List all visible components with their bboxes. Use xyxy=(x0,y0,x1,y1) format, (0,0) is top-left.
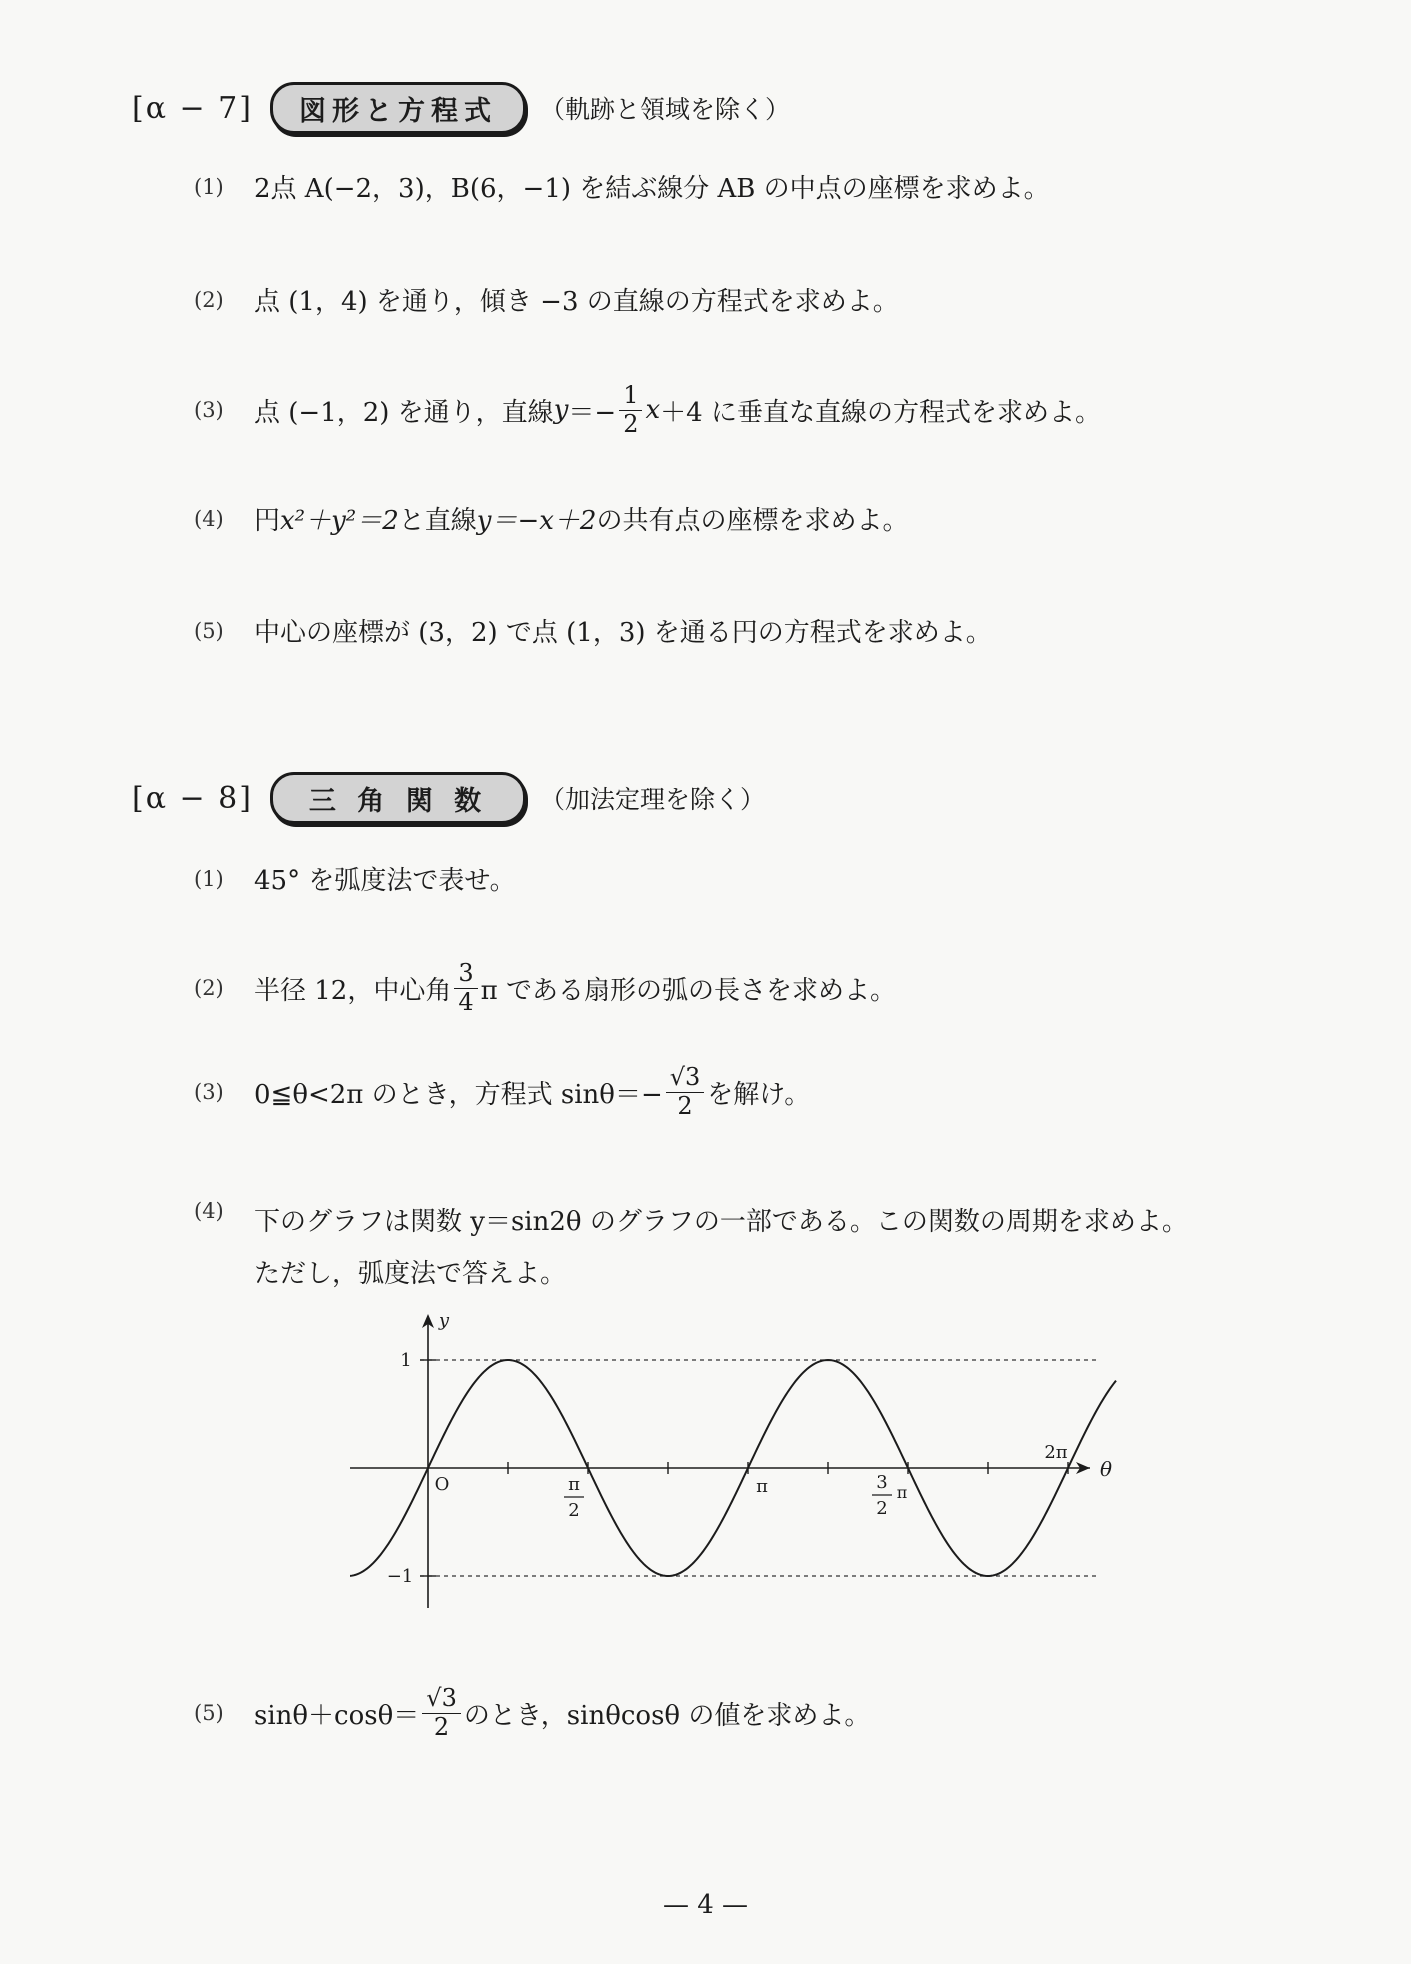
page-number: — 4 — xyxy=(662,1890,749,1920)
question-7-3 xyxy=(194,382,1101,438)
question-text xyxy=(254,1685,870,1741)
question-8-1 xyxy=(194,860,516,897)
tick-label-pi-half-num: π xyxy=(568,1474,580,1495)
numerator: √3 xyxy=(666,1064,705,1093)
text-part: ＝− xyxy=(568,397,617,428)
text-part: の共有点の座標を求めよ。 xyxy=(596,506,909,536)
section-7-header xyxy=(132,80,790,136)
numerator: 1 xyxy=(619,382,642,411)
question-text: 45° を弧度法で表せ。 xyxy=(254,866,516,896)
question-number: (1) xyxy=(194,174,224,199)
fraction xyxy=(422,1685,461,1741)
equation: x²＋y²＝2 xyxy=(280,506,399,536)
question-number: (4) xyxy=(194,1199,224,1223)
text-part: 点 (−1，2) を通り，直線 xyxy=(254,397,554,428)
question-text xyxy=(254,382,1101,438)
y-min-label: −1 xyxy=(386,1566,414,1587)
fraction xyxy=(619,382,642,438)
fraction xyxy=(454,960,477,1016)
text-part: 半径 12，中心角 xyxy=(254,975,452,1006)
question-text xyxy=(254,1196,1188,1300)
question-text xyxy=(254,500,908,537)
question-7-1 xyxy=(194,168,1050,205)
question-text xyxy=(254,1064,810,1120)
sine-graph xyxy=(350,1308,1120,1618)
question-number: (5) xyxy=(194,618,224,643)
section-title-badge: 図形と方程式 xyxy=(270,82,526,134)
text-part: を解け。 xyxy=(707,1079,811,1110)
variable: x xyxy=(645,395,661,426)
question-number: (2) xyxy=(194,287,224,312)
question-number: (1) xyxy=(194,866,224,891)
text-part: と直線 xyxy=(398,506,477,536)
section-note: （軌跡と領域を除く） xyxy=(540,95,791,124)
section-tag: [α − 8] xyxy=(132,780,253,816)
section-title-badge: 三 角 関 数 xyxy=(270,772,526,824)
denominator: 4 xyxy=(458,987,474,1016)
tick-label-two-pi: 2π xyxy=(1044,1442,1068,1463)
origin-label: O xyxy=(434,1474,450,1495)
tick-label-pi: π xyxy=(756,1476,768,1497)
denominator: 2 xyxy=(677,1091,693,1120)
denominator: 2 xyxy=(623,409,639,438)
tick-label-pi-half-den: 2 xyxy=(568,1500,580,1521)
question-text: 2点 A(−2，3)，B(6，−1) を結ぶ線分 AB の中点の座標を求めよ。 xyxy=(254,174,1050,204)
text-part: 円 xyxy=(254,506,281,536)
numerator: √3 xyxy=(422,1685,461,1714)
question-text: 中心の座標が (3，2) で点 (1，3) を通る円の方程式を求めよ。 xyxy=(254,618,992,648)
question-number: (4) xyxy=(194,506,224,531)
question-8-2 xyxy=(194,960,896,1016)
question-8-5 xyxy=(194,1685,870,1741)
question-number: (3) xyxy=(194,1080,224,1105)
text-line: 下のグラフは関数 y＝sin2θ のグラフの一部である。この関数の周期を求めよ。 xyxy=(254,1207,1188,1237)
tick-label-three-half-num: 3 xyxy=(876,1472,888,1493)
question-7-2 xyxy=(194,281,899,318)
question-8-4 xyxy=(194,1196,1188,1300)
variable: y xyxy=(553,395,569,426)
tick-label-three-half-pi: π xyxy=(896,1483,908,1502)
question-number: (5) xyxy=(194,1701,224,1726)
question-7-4 xyxy=(194,500,908,537)
question-text: 点 (1，4) を通り，傾き −3 の直線の方程式を求めよ。 xyxy=(254,287,899,317)
text-line: ただし，弧度法で答えよ。 xyxy=(254,1259,567,1289)
text-part: 0≦θ<2π のとき，方程式 sinθ＝− xyxy=(254,1079,663,1110)
question-8-3 xyxy=(194,1064,810,1120)
numerator: 3 xyxy=(454,960,477,989)
y-axis-label: y xyxy=(438,1310,450,1331)
equation: y＝−x＋2 xyxy=(476,506,597,536)
x-axis-label: θ xyxy=(1099,1457,1113,1481)
denominator: 2 xyxy=(433,1712,450,1741)
question-number: (2) xyxy=(194,976,224,1001)
section-8-header xyxy=(132,770,765,826)
y-max-label: 1 xyxy=(400,1350,412,1371)
text-part: ＋4 に垂直な直線の方程式を求めよ。 xyxy=(660,397,1101,428)
question-text xyxy=(254,960,896,1016)
question-number: (3) xyxy=(194,398,224,423)
tick-label-three-half-den: 2 xyxy=(876,1498,888,1519)
section-note: （加法定理を除く） xyxy=(540,785,766,814)
question-7-5 xyxy=(194,612,992,649)
text-part: π である扇形の弧の長さを求めよ。 xyxy=(480,975,896,1006)
text-part: sinθ＋cosθ＝ xyxy=(254,1700,420,1731)
section-tag: [α − 7] xyxy=(132,90,253,126)
text-part: のとき，sinθcosθ の値を求めよ。 xyxy=(463,1700,871,1731)
fraction xyxy=(666,1064,705,1120)
